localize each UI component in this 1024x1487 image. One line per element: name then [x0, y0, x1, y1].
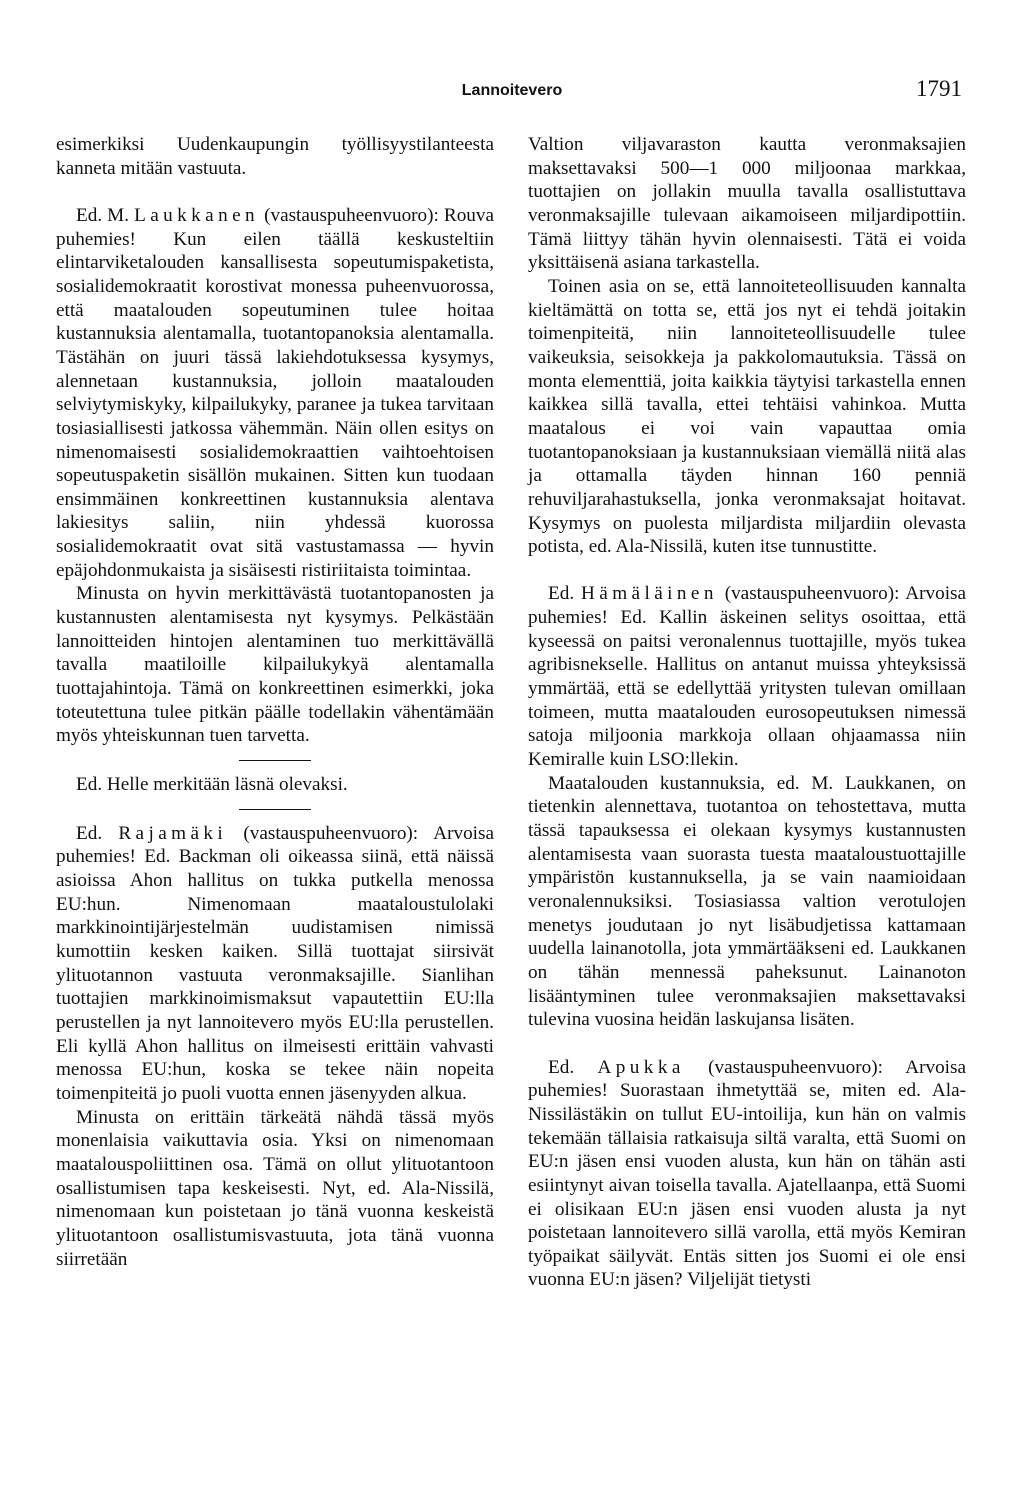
speech-apukka — [528, 1056, 966, 1293]
speaker-prefix: Ed. — [76, 822, 103, 844]
left-column — [56, 133, 494, 1271]
running-title: Lannoitevero — [461, 82, 563, 99]
paragraph: Toinen asia on se, että lannoiteteollisuuden kannalta kieltämättä on totta se, että jos nyt ei tehdä joitakin toimenpiteitä, niin lannoiteteollisuudelle tulee vaikeuksia, seisokkeja ja pakkolomautuksia. Tässä on monta elementtiä, joita kaikkia täytyisi tarkastella ennen kaikkea sillä tavalla, ettei tehtäisi vahinkoa. Mutta maatalous ei voi vain vapauttaa omia tuotantopanoksiaan ja kustannuksiaan viemällä niitä alas ja ottamalla täyden hinnan 160 penniä rehuviljarahastuksella, jonka veronmaksajat hoitavat. Kysymys on puolesta miljardista miljardiin olevasta potista, ed. Ala-Nissilä, kuten itse tunnustitte. — [528, 275, 966, 558]
right-column — [528, 133, 966, 1292]
speech-text: Ed. Backman oli oikeassa siinä, että näissä asioissa Ahon hallitus on tukka putkella menossa EU:hun. Nimenomaan maataloustulolaki markkinointijärjestelmän uudistamisen nimissä kumottiin kesken kaiken. Sillä tuottajat siirsivät ylituotannon vastuuta veronmaksajille. Sianlihan tuottajien markkinoimismaksut vapautettiin EU:lla perustellen ja nyt lannoitevero myös EU:lla perustellen. Eli kyllä Ahon hallitus on ilmeisesti erittäin vahvasti menossa EU:hun, koska se tekee näin nopeita toimenpiteitä jo puoli vuotta ennen jäsenyyden alkua. — [56, 846, 494, 1104]
paragraph: esimerkiksi Uudenkaupungin työllisyystilanteesta kanneta mitään vastuuta. — [56, 134, 494, 179]
speech-text: Ed. Kallin äskeinen selitys osoittaa, että kyseessä on paitsi veronalennus tuottajille, myös tukea agribisnekselle. Hallitus on antanut muissa yhteyksissä ymmärtää, että se edellyttää yritysten tulevan omillaan toimeen, mutta maatalouden eurosopeutuksen nimessä satoja miljoonia markkoja ollaan ohjaamassa niin Kemiralle kuin LSO:llekin. — [528, 607, 966, 771]
section-divider — [239, 809, 311, 810]
speech-intro: (vastauspuheenvuoro): Arvoisa puhemies! — [56, 822, 494, 868]
speaker-name: Hämäläinen — [580, 583, 718, 605]
speech-rajamaki — [56, 822, 494, 1106]
page-number: 1791 — [916, 76, 962, 101]
speech-hamalainen — [528, 582, 966, 771]
speech-intro: (vastauspuheenvuoro): Arvoisa puhemies! — [528, 1056, 966, 1102]
section-divider — [239, 760, 311, 761]
paragraph: Maatalouden kustannuksia, ed. M. Laukkanen, on tietenkin alennettava, tuotantoa on tehostettava, mutta tässä tapauksessa ei olekaan kysymys kustannusten alentamisesta vaan suorasta tuesta maataloustuottajille ympäristön kustannuksella, ja se vain naamioidaan veronalennuksiksi. Tosiasiassa valtion verotulojen menetys joudutaan jo nyt lisäbudjetissa kattamaan uudella lainanotolla, jota ymmärtääkseni ed. Laukkanen on tähän mennessä paheksunut. Lainanoton lisääntyminen tulee veronmaksajien maksettavaksi tulevina vuosina heidän laskujansa lisäten. — [528, 772, 966, 1031]
paragraph: Valtion viljavaraston kautta veronmaksajien maksettavaksi 500—1 000 miljoonaa markkaa, tuottajien on jollakin muulla tavalla osallistuttava veronmaksajille tulevaan aikamoiseen miljardipottiin. Tämä liittyy tähän hyvin olennaisesti. Tätä ei voida yksittäisenä asiana tarkastella. — [528, 134, 966, 274]
paragraph: Minusta on erittäin tärkeätä nähdä tässä myös monenlaisia vaikuttavia osia. Yksi on nimenomaan maatalouspoliittinen osa. Tämä on ollut ylituotantoon osallistumisen tapa keskeisesti. Nyt, ed. Ala-Nissilä, nimenomaan kun poistetaan jo tänä vuonna keskeistä ylituotantoon osallistumisvastuuta, jota tänä vuonna siirretään — [56, 1106, 494, 1270]
speaker-name: Rajamäki — [118, 822, 228, 844]
speech-intro: (vastauspuheenvuoro): Rouva puhemies! — [56, 204, 494, 250]
speaker-name: Apukka — [597, 1056, 685, 1078]
speech-text: Suorastaan ihmetyttää se, miten ed. Ala-Nissilästäkin on tullut EU-intoilija, kun hän on valmis tekemään tällaisia ratkaisuja siltä varalta, että Suomi on EU:n jäsen ensi vuoden alusta, kun hän on tähän asti esiintynyt aivan toisella tavalla. Ajatellaanpa, että Suomi ei olisikaan EU:n jäsen ensi vuoden alusta ja nyt poistetaan lannoitevero sillä varolla, että myös Kemiran työpaikat säilyvät. Entäs sitten jos Suomi ei ole ensi vuonna EU:n jäsen? Viljelijät tietysti — [528, 1080, 966, 1291]
speech-text: Kun eilen täällä keskusteltiin elintarviketalouden kansallisesta sopeutumispaketista, sosialidemokraatit korostivat monessa puheenvuorossa, että maatalouden sopeutuminen tulee hoitaa kustannuksia alentamalla, tuotantopanoksia alentamalla. Tästähän on juuri tässä lakiehdotuksessa kysymys, alennetaan kustannuksia, jolloin maatalouden selviytymiskyky, kilpailukyky, paranee ja tukea tarvitaan tosiasiallisesti jatkossa vähemmän. Näin ollen esitys on nimenomaisesti sosialidemokraattien vaihtoehtoisen sopeutuspaketin sisällön mukainen. Sitten kun tuodaan ensimmäinen konkreettinen kustannuksia alentava lakiesitys saliin, niin yhdessä kuorossa sosialidemokraatit ovat sitä vastustamassa — hyvin epäjohdonmukaista ja sisäisesti ristiriitaista toimintaa. — [56, 228, 494, 581]
speech-laukkanen — [56, 204, 494, 583]
speaker-prefix: Ed. M. — [76, 204, 130, 226]
speaker-prefix: Ed. — [548, 583, 575, 605]
speaker-name: Laukkanen — [134, 204, 260, 226]
speech-intro: (vastauspuheenvuoro): Arvoisa puhemies! — [528, 583, 967, 629]
attendance-note: Ed. Helle merkitään läsnä olevaksi. — [76, 774, 348, 796]
paragraph: Minusta on hyvin merkittävästä tuotantopanosten ja kustannusten alentamisesta nyt kysymys. Pelkästään lannoitteiden hintojen alentaminen tuo merkittävällä tavalla maatiloille kilpailukykyä alentamalla tuottajahintoja. Tämä on konkreettinen esimerkki, joka toteutettuna tulee pitkän päälle todellakin vähentämään myös yhteiskunnan tuen tarvetta. — [56, 583, 494, 747]
speaker-prefix: Ed. — [548, 1056, 575, 1078]
